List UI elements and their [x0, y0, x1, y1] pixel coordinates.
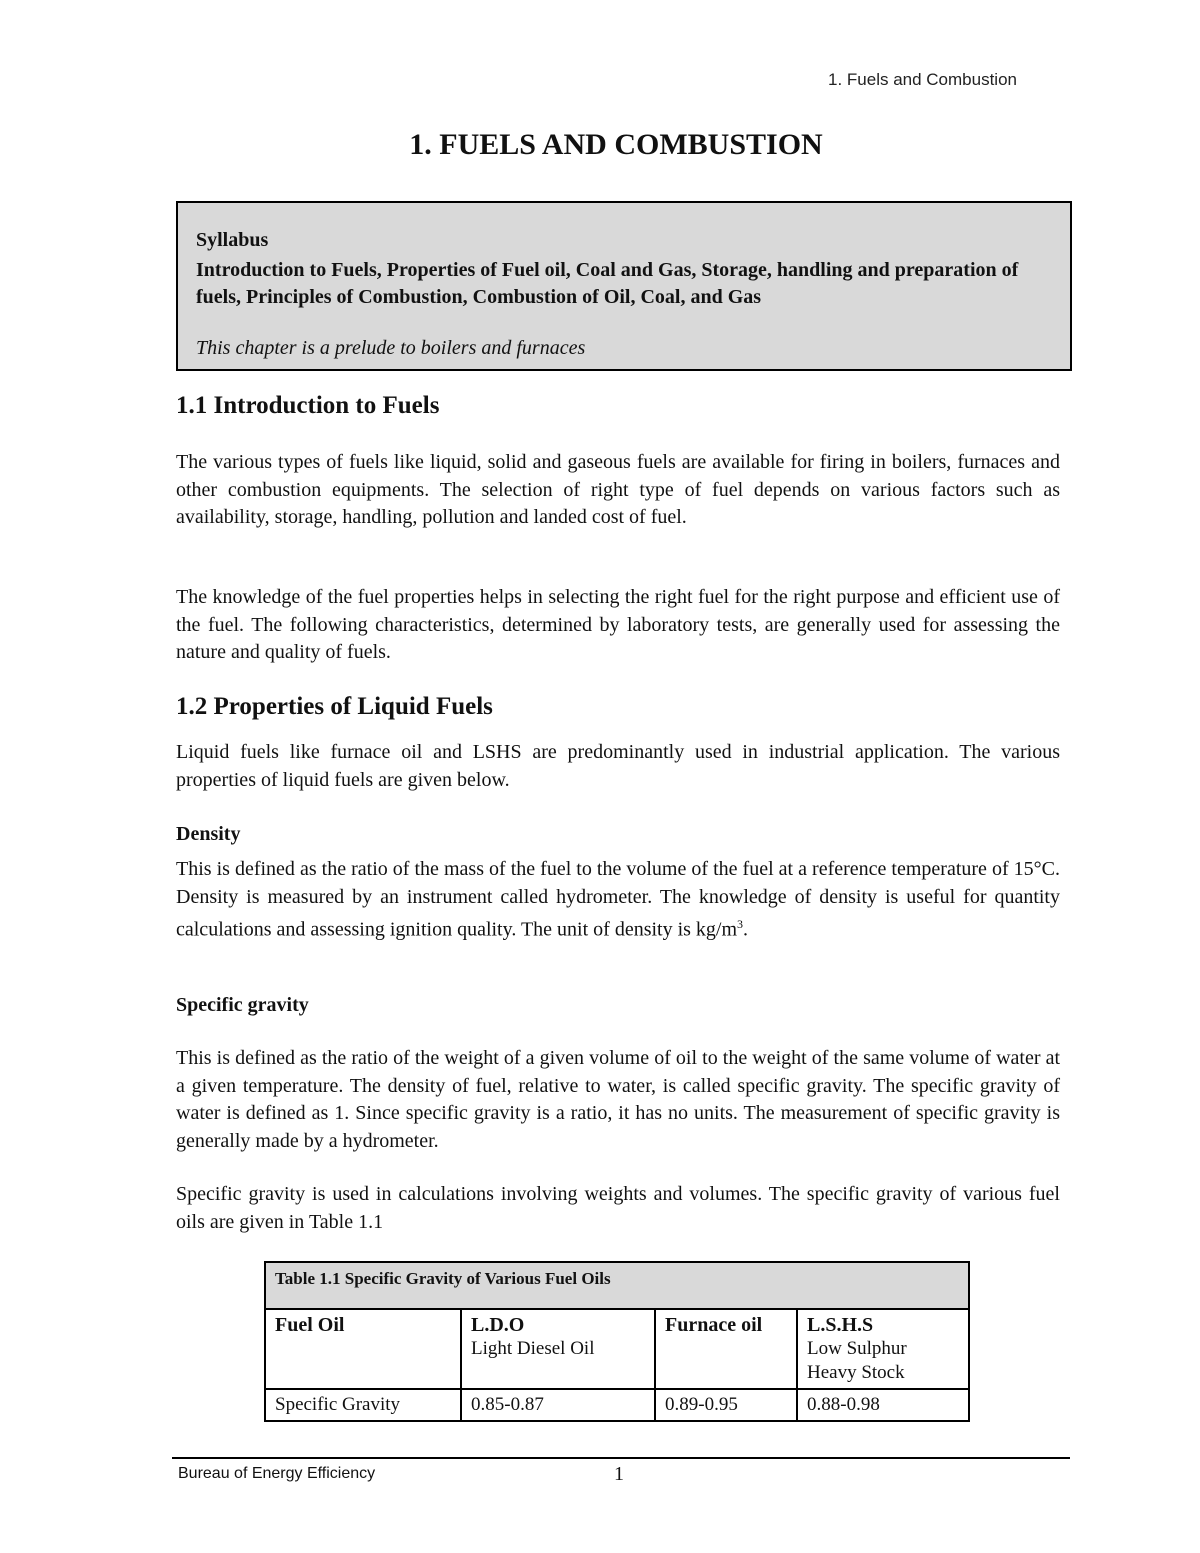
table-caption-row	[265, 1262, 969, 1309]
page-number: 1	[614, 1463, 624, 1485]
table-cell: 0.89-0.95	[655, 1389, 797, 1421]
header-title: Fuel Oil	[275, 1314, 345, 1336]
syllabus-topics: Introduction to Fuels, Properties of Fuel oil, Coal and Gas, Storage, handling and preparation of fuels, Principles of Combustion, Combustion of Oil, Coal, and Gas	[196, 259, 1019, 308]
syllabus-box	[176, 201, 1072, 371]
density-heading: Density	[176, 823, 241, 845]
header-title: L.S.H.S	[807, 1314, 874, 1336]
header-subtitle: Light Diesel Oil	[471, 1338, 595, 1359]
liquid-fuels-intro: Liquid fuels like furnace oil and LSHS are predominantly used in industrial application. The various properties of liquid fuels are given below.	[176, 741, 1060, 791]
specific-gravity-heading: Specific gravity	[176, 994, 309, 1016]
footer-organization: Bureau of Energy Efficiency	[178, 1465, 376, 1482]
syllabus-note: This chapter is a prelude to boilers and furnaces	[196, 337, 586, 359]
density-text: This is defined as the ratio of the mass of the fuel to the volume of the fuel at a reference temperature of 15°C. Density is measured by an instrument called hydrometer. The knowledge of density is useful for quantity calculations and assessing ignition quality. The unit of density is kg/m	[176, 858, 1060, 941]
header-subtitle: Low Sulphur Heavy Stock	[807, 1338, 907, 1383]
table-header-cell	[461, 1309, 655, 1389]
syllabus-heading: Syllabus	[196, 229, 269, 251]
density-end: .	[743, 918, 749, 941]
section-heading-1-2: 1.2 Properties of Liquid Fuels	[176, 693, 493, 720]
running-header: 1. Fuels and Combustion	[828, 70, 1017, 89]
table-header-row	[265, 1309, 969, 1389]
intro-paragraph-2: The knowledge of the fuel properties helps in selecting the right fuel for the right purpose and efficient use of the fuel. The following characteristics, determined by laboratory tests, are generally used for assessing the nature and quality of fuels.	[176, 586, 1060, 663]
specific-gravity-table	[264, 1261, 970, 1422]
specific-gravity-paragraph-2: Specific gravity is used in calculations involving weights and volumes. The specific gravity of various fuel oils are given in Table 1.1	[176, 1183, 1060, 1233]
table-header-cell	[655, 1309, 797, 1389]
chapter-title: 1. FUELS AND COMBUSTION	[409, 128, 823, 161]
density-paragraph	[176, 856, 1060, 944]
header-title: L.D.O	[471, 1314, 525, 1336]
table-header-cell	[265, 1309, 461, 1389]
header-title: Furnace oil	[665, 1314, 763, 1336]
density-unit-exponent: 3	[737, 917, 744, 931]
footer-rule	[172, 1457, 1070, 1459]
table-caption: Table 1.1 Specific Gravity of Various Fuel Oils	[265, 1262, 969, 1309]
intro-paragraph-1: The various types of fuels like liquid, solid and gaseous fuels are available for firing in boilers, furnaces and other combustion equipments. The selection of right type of fuel depends on various factors such as availability, storage, handling, pollution and landed cost of fuel.	[176, 451, 1060, 528]
table-cell: 0.88-0.98	[797, 1389, 969, 1421]
specific-gravity-paragraph-1: This is defined as the ratio of the weight of a given volume of oil to the weight of the same volume of water at a given temperature. The density of fuel, relative to water, is called specific gravity. The specific gravity of water is defined as 1. Since specific gravity is a ratio, it has no units. The measurement of specific gravity is generally made by a hydrometer.	[176, 1047, 1060, 1152]
table-cell: 0.85-0.87	[461, 1389, 655, 1421]
table-header-cell	[797, 1309, 969, 1389]
table-row	[265, 1389, 969, 1421]
section-heading-1-1: 1.1 Introduction to Fuels	[176, 392, 440, 419]
table-cell: Specific Gravity	[265, 1389, 461, 1421]
